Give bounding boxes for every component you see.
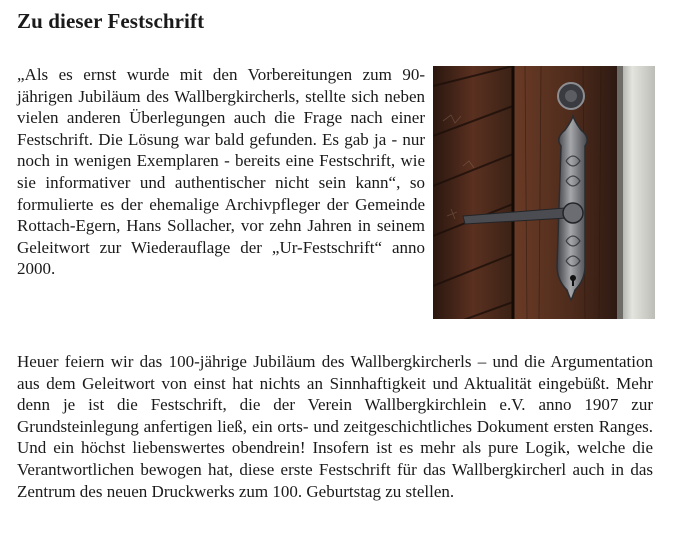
page <box>17 0 657 558</box>
door-handle-photo <box>433 66 655 319</box>
main-paragraph: Heuer feiern wir das 100-jährige Jubiläum des Wallbergkircherls – und die Argumentation aus dem Geleitwort von einst hat nichts an Sinnhaftigkeit und Aktualität eingebüßt. Mehr denn je ist die Festschrift, die der Verein Wallbergkirchlein e.V. anno 1907 zur Grundsteinlegung anfertigen ließ, ein orts- und zeitgeschichtliches Dokument ersten Ranges. Und ein höchst liebenswertes obendrein! Insofern ist es mehr als pure Logik, welche die Verantwortlichen bewogen hat, diese erste Festschrift für das Wallbergkircherl auch in das Zentrum des neuen Druckwerks zum 100. Geburtstag zu stellen. <box>17 352 653 501</box>
intro-paragraph: „Als es ernst wurde mit den Vorbereitungen zum 90-jährigen Jubiläum des Wallbergkircherls, stellte sich neben vielen anderen Überlegungen auch die Frage nach einer Festschrift. Die Lösung war bald gefunden. Es gab ja - nur noch in wenigen Exemplaren - bereits eine Festschrift, wie sie informativer und authentischer nicht sein kann“, so formulierte es der ehemalige Archivpfleger der Gemeinde Rottach-Egern, Hans Sollacher, vor zehn Jahren in seinem Geleitwort zur Wiederauflage der „Ur-Festschrift“ anno 2000. <box>17 65 425 279</box>
page-title: Zu dieser Festschrift <box>17 9 205 33</box>
